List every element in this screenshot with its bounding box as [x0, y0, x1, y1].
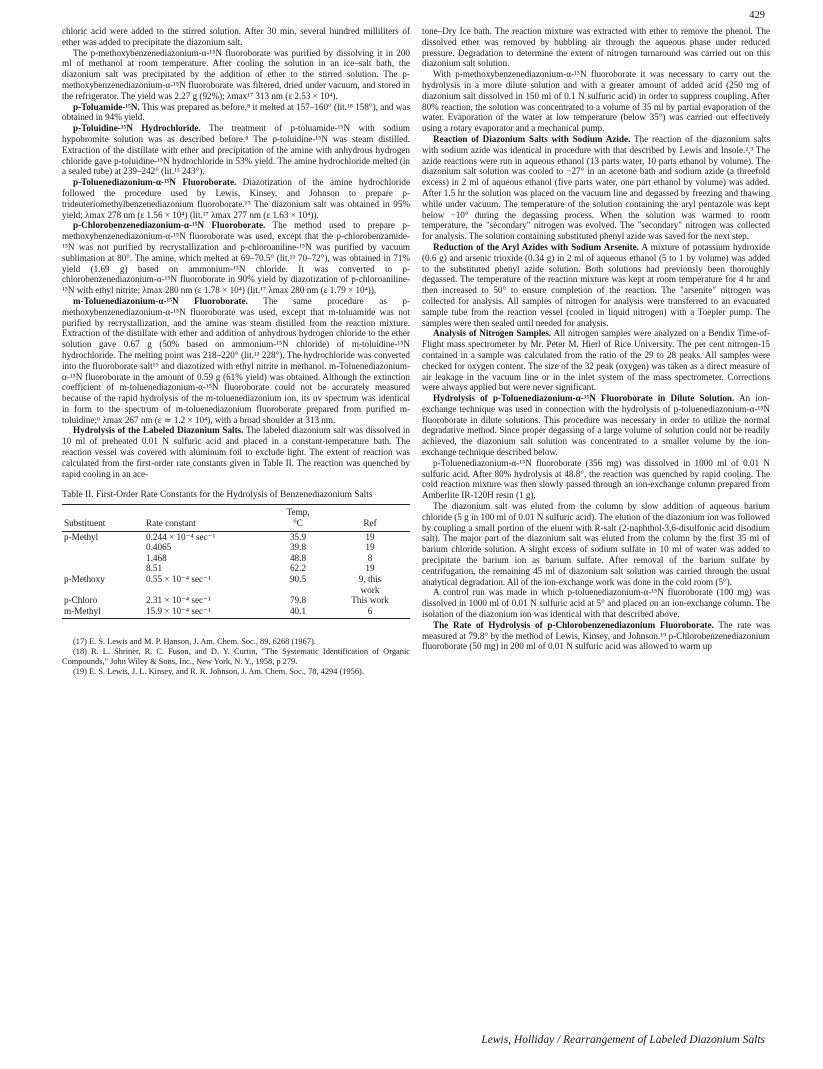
- table-cell-rate: 0.244 × 10⁻⁴ sec⁻¹: [146, 531, 216, 542]
- reference-entry: (19) E. S. Lewis, J. L. Kinsey, and R. R. Johnson, J. Am. Chem. Soc., 78, 4294 (1956).: [73, 667, 364, 677]
- table-cell-temp: 40.1: [266, 606, 330, 619]
- table-cell-ref: 19: [365, 563, 375, 574]
- paragraph-text: The p-methoxybenzenediazonium-α-¹⁵N fluoroborate was purified by dissolving it in 200 ml of methanol at room temperature. After cooling the solution in an ice–salt bath, the diazonium salt was precipitated by the addition of ether to the stirred solution. The p-methoxybenzenediazonium-α-¹⁵N fluoroborate was filtered, dried under vacuum, and stored in the refrigerator. The yield was 2.27 g (92%); λmax¹⁷ 313 nm (ε 2.53 × 10⁴).: [62, 47, 410, 101]
- paragraph-text: A mixture of potassium hydroxide (0.6 g) and arsenic trioxide (0.34 g) in 2 ml of aqueous ethanol (5 to 1 by volume) was added to the substituted phenyl azide solution. Both solutions had previously been thoroughly degassed. The temperature of the reaction mixture was kept at room temperature for 4 hr and then increased to 50° to ensure completion of the reaction. The "arsenite" nitrogen was collected for analysis. All samples of nitrogen for analysis were transferred to an evacuated sample tube from the reaction vessel (cooled in liquid nitrogen) with a Toepler pump. The samples were then sealed until needed for analysis.: [422, 241, 770, 328]
- paragraph-text: The same procedure as p-methoxybenzenediazonium-α-¹⁵N fluoroborate was used, except that m-toluamide was not purified by recrystallization, and the amine was steam distilled from the reaction mixture. Extraction of the distillate with ether and addition of anhydrous hydrogen chloride to the ether solution gave 0.67 g (50% based on ammonium-¹⁵N chloride) of m-toluidine-¹⁵N hydrochloride. The melting point was 218–220° (lit.¹³ 228°). The hydrochloride was converted into the fluoroborate salt¹⁹ and diazotized with ethyl nitrite in methanol. m-Toluenediazonium-α-¹⁵N fluoroborate in the amount of 0.59 g (61% yield) was obtained. Although the extinction coefficient of m-toluenediazonium-α-¹⁵N fluoroborate could not be accurately measured because of the rapid hydrolysis of the m-toluenediazonium ion, its uv spectrum was identical in form to the spectrum of m-toluenediazonium fluoroborate prepared from purified m-toluidine;⁶ λmax 267 nm (ε ≃ 1.2 × 10⁴), with a broad shoulder at 313 nm.: [62, 295, 410, 425]
- paragraph-text: All nitrogen samples were analyzed on a Bendix Time-of-Flight mass spectrometer by Mr. Peter M. Hierl of Rice University. The per cent nitrogen-15 contained in a sample was calculated from the ratio of the 29 to 28 peaks. All samples were checked for oxygen content. The size of the 32 peak (oxygen) was taken as a direct measure of air leakage in the vacuum line or in the inlet system of the mass spectrometer. Corrections were always applied but were never significant.: [422, 328, 770, 393]
- right-column: [422, 26, 770, 652]
- table-cell-temp: 62.2: [289, 563, 307, 574]
- paragraph: [422, 458, 770, 501]
- table-cell-ref: 6: [330, 606, 410, 619]
- table-cell-sub: m-Methyl: [62, 606, 144, 619]
- paragraph: [62, 177, 410, 220]
- paragraph-text: The labeled diazonium salt was dissolved in 10 ml of preheated 0.01 N sulfuric acid and placed in a constant-temperature bath. The reaction vessel was covered with aluminum foil to exclude light. The extent of reaction was calculated from the first-order rate constants given in Table II. The reaction was quenched by rapid cooling in an ace-: [62, 425, 410, 479]
- section-heading: Reduction of the Aryl Azides with Sodium Arsenite.: [433, 241, 639, 252]
- table-header-ref: Ref: [330, 518, 410, 531]
- paragraph-text: The diazonium salt was eluted from the column by slow addition of aqueous barium chloride (5 g in 100 ml of 0.01 N sulfuric acid). The elution of the diazonium ion was followed by coupling a small portion of the eluent with R-salt (2-naphthol-3,6-disulfonic acid disodium salt). The major part of the diazonium salt was eluted from the column by the first 35 ml of barium chloride solution. A slight excess of sodium sulfate in 10 ml of water was added to precipitate the barium ion as barium sulfate. After removal of the barium sulfate by centrifugation, the remaining 45 ml of diazonium salt solution was carried through the usual analytical degradation. All of the ion-exchange work was done in the cold room (5°).: [422, 501, 770, 587]
- table-cell-sub: [62, 563, 144, 574]
- paragraph-text: This was prepared as before,⁸ it melted at 157–160° (lit.¹⁸ 158°), and was obtained in 94% yield.: [62, 101, 410, 123]
- table-row: [62, 531, 410, 542]
- paragraph: [62, 220, 410, 296]
- table-body: [62, 531, 410, 619]
- paragraph: [422, 242, 770, 328]
- paragraph-text: chloric acid were added to the stirred solution. After 30 min, several hundred milliliters of ether was added to precipitate the diazonium salt.: [62, 26, 410, 47]
- paragraph-text: tone–Dry Ice bath. The reaction mixture was extracted with ether to remove the phenol. The dissolved ether was removed by bubbling air through the aqueous phase under reduced pressure. Degradation to determine the extent of nitrogen turnaround was carried out on this diazonium salt solution.: [422, 26, 770, 69]
- table-cell-ref: 19: [365, 542, 375, 553]
- table-cell-ref: 19: [365, 531, 375, 542]
- table-title: Table II. First-Order Rate Constants for the Hydrolysis of Benzenediazonium Salts: [62, 490, 373, 501]
- table-cell-rate: 2.31 × 10⁻⁴ sec⁻¹: [146, 595, 211, 606]
- right-paragraphs: [422, 26, 770, 652]
- paragraph: [62, 296, 410, 426]
- paragraph-text: With p-methoxybenzenediazonium-α-¹⁵N fluoroborate it was necessary to carry out the hydrolysis in a more dilute solution and with a greater amount of added acid (250 mg of diazonium salt dissolved in 150 ml of 0.1 N sulfuric acid) in order to suppress coupling. After 80% reaction, the solution was concentrated to a volume of 35 ml by partial evaporation of the water. Evaporation of the water at low temperature (below 35°) was carried out effectively using a rotary evaporator and a mechanical pump.: [422, 69, 770, 134]
- section-heading: The Rate of Hydrolysis of p-Chlorobenzenediazonium Fluoroborate.: [433, 619, 714, 630]
- paragraph: [62, 425, 410, 479]
- section-heading: Reaction of Diazonium Salts with Sodium Azide.: [433, 133, 631, 144]
- section-heading: p-Chlorobenzenediazonium-α-¹⁵N Fluoroborate.: [73, 220, 266, 231]
- table-header-substituent: Substituent: [62, 518, 144, 531]
- section-heading: Hydrolysis of the Labeled Diazonium Salts.: [73, 425, 244, 436]
- section-heading: p-Toluidine-¹⁵N Hydrochloride.: [73, 123, 201, 134]
- paragraph: [62, 26, 410, 48]
- section-heading: Analysis of Nitrogen Samples.: [433, 328, 552, 339]
- table-cell-ref: work: [360, 584, 380, 595]
- page-number: 429: [749, 10, 765, 21]
- table-cell-rate: [144, 585, 266, 596]
- table-cell-rate: 0.4065: [146, 542, 172, 553]
- table-cell-ref: This work: [351, 595, 389, 606]
- reference-entry: (18) R. L. Shriner, R. C. Fuson, and D. Y. Curtin, "The Systematic Identification of Organic Compounds," John Wiley & Sons, Inc., New York, N. Y., 1958, p 279.: [62, 647, 410, 667]
- table-cell-sub: [62, 553, 144, 564]
- table-cell-temp: 35.9: [289, 531, 307, 542]
- paragraph-text: An ion-exchange technique was used in connection with the hydrolysis of p-toluenediazonium-α-¹⁵N fluoroborate in dilute solutions. This procedure was necessary in order to utilize the normal degradative method. Since proper degassing of a large volume of solution could not be readily achieved, the diazonium salt solution was concentrated to a smaller volume by the ion-exchange technique described below.: [422, 393, 770, 458]
- paragraph: [422, 587, 770, 619]
- table-header-temp-unit: °C: [266, 518, 330, 531]
- rate-constant-table: [62, 504, 410, 619]
- running-footer: Lewis, Holliday / Rearrangement of Labeled Diazonium Salts: [481, 1034, 765, 1046]
- left-paragraphs: [62, 26, 410, 479]
- table-header-temp: Temp,: [266, 505, 330, 518]
- section-heading: m-Toluenediazonium-α-¹⁵N Fluoroborate.: [73, 295, 248, 306]
- table-row: [62, 574, 410, 585]
- table-cell-rate: 15.9 × 10⁻⁴ sec⁻¹: [144, 606, 266, 619]
- table-row: [62, 553, 410, 564]
- paragraph-text: The rate was measured at 79.8° by the method of Lewis, Kinsey, and Johnson.¹⁹ p-Chlorobenzenediazonium fluoroborate (50 mg) in 200 ml of 0.01 N sulfuric acid was allowed to warm up: [422, 619, 770, 652]
- table-row: [62, 595, 410, 606]
- paragraph: [422, 134, 770, 242]
- table-cell-sub: [62, 542, 144, 553]
- paragraph-text: p-Toluenediazonium-α-¹⁵N fluoroborate (356 mg) was dissolved in 1000 ml of 0.01 N sulfuric acid. After 80% hydrolysis at 48.8°, the reaction was quenched by rapid cooling. The cold reaction mixture was then slowly passed through an ion-exchange column prepared from Amberlite IR-120H resin (1 g).: [422, 457, 770, 501]
- paragraph-text: The treatment of p-toluamide-¹⁵N with sodium hypobromite solution was as described before.⁸ The p-toluidine-¹⁵N was steam distilled. Extraction of the distillate with ether and precipitation of the amine with anhydrous hydrogen chloride gave p-toluidine-¹⁵N hydrochloride in 53% yield. The amine hydrochloride melted (in a sealed tube) at 239–242° (lit.¹³ 243°).: [62, 123, 410, 177]
- paragraph: [62, 102, 410, 124]
- paragraph: [422, 501, 770, 587]
- table-row: [62, 606, 410, 619]
- paragraph-text: Diazotization of the amine hydrochloride followed the procedure used by Lewis, Kinsey, and Johnson to prepare p-trideuteriomethylbenzenediazonium fluoroborate.¹⁹ The diazonium salt was obtained in 95% yield; λmax 278 nm (ε 1.56 × 10⁴) (lit.¹⁷ λmax 277 nm (ε 1.63 × 10⁴)).: [62, 177, 410, 220]
- section-heading: p-Toluenediazonium-α-¹⁵N Fluoroborate.: [73, 177, 237, 188]
- table-cell-ref: 9, this: [358, 574, 382, 585]
- paragraph: [422, 69, 770, 134]
- paragraph-text: The reaction of the diazonium salts with sodium azide was identical in procedure with that described by Lewis and Insole.²,³ The azide reactions were run in aqueous ethanol (13 parts water, 10 parts ethanol by volume). The diazonium salt solution was cooled to −27° in an acetone bath and sodium azide (a threefold excess) in 2 ml of aqueous ethanol (five parts water, one part ethanol by volume) was added. After 1.5 hr the solution was placed on the vacuum line and degassed by freezing and thawing while under vacuum. The temperature of the solution containing the aryl pentazole was kept below −10° during the degassing process. When the solution was warmed to room temperature, the "secondary" nitrogen was evolved. The "secondary" nitrogen was collected for analysis. The solution containing substituted phenyl azide was saved for the next step.: [422, 133, 770, 242]
- table-cell-rate: 0.55 × 10⁻⁴ sec⁻¹: [146, 574, 211, 585]
- table-cell-temp: [266, 585, 330, 596]
- table-cell-temp: 90.5: [289, 574, 307, 585]
- table-row: [62, 563, 410, 574]
- paragraph: [422, 328, 770, 393]
- paragraph: [422, 620, 770, 652]
- table-cell-sub: p-Chloro: [64, 595, 98, 606]
- table-cell-temp: 48.8: [289, 552, 307, 563]
- table-cell-temp: 79.8: [289, 595, 307, 606]
- table-cell-sub: [62, 585, 144, 596]
- footnote-references: [62, 637, 410, 677]
- paragraph-text: The method used to prepare p-methoxybenzenediazonium-α-¹⁵N fluoroborate was used, except that the p-chlorobenzamide-¹⁵N was not purified by recrystallization and p-chloroaniline-¹⁵N was purified by vacuum sublimation at 80°. The amine, which melted at 69–70.5° (lit.¹³ 70–72°), was obtained in 71% yield (1.69 g) based on ammonium-¹⁵N chloride. It was converted to p-chlorobenzenediazonium-α-¹⁵N fluoroborate in 90% yield by diazotization of p-chloroaniline-¹⁵N with ethyl nitrite; λmax 280 nm (ε 1.78 × 10⁴) (lit.¹⁷ λmax 280 nm (ε 1.79 × 10⁴)).: [62, 220, 410, 296]
- paragraph-text: A control run was made in which p-toluenediazonium-α-¹⁵N fluoroborate (100 mg) was dissolved in 1000 ml of 0.01 N sulfuric acid at 5° and placed on an ion-exchange column. The isolation of the diazonium ion was identical with that described above.: [422, 587, 770, 620]
- paragraph: [62, 48, 410, 102]
- table-cell-rate: 1.468: [146, 552, 167, 563]
- table-cell-ref: 8: [367, 552, 373, 563]
- reference-entry: (17) E. S. Lewis and M. P. Hanson, J. Am. Chem. Soc., 89, 6268 (1967).: [73, 637, 316, 647]
- table-header-rate: Rate constant: [144, 518, 266, 531]
- paragraph: [422, 393, 770, 458]
- table-cell-sub: p-Methyl: [64, 531, 99, 542]
- left-column: [62, 26, 410, 677]
- paragraph: [422, 26, 770, 69]
- table-row: [62, 585, 410, 596]
- section-heading: p-Toluamide-¹⁵N.: [73, 101, 140, 112]
- paragraph: [62, 123, 410, 177]
- section-heading: Hydrolysis of p-Toluenediazonium-α-¹⁵N Fluoroborate in Dilute Solution.: [433, 393, 735, 404]
- table-cell-sub: p-Methoxy: [64, 574, 105, 585]
- table-cell-rate: 8.51: [146, 563, 163, 574]
- table-cell-temp: 39.8: [289, 542, 307, 553]
- table-row: [62, 542, 410, 553]
